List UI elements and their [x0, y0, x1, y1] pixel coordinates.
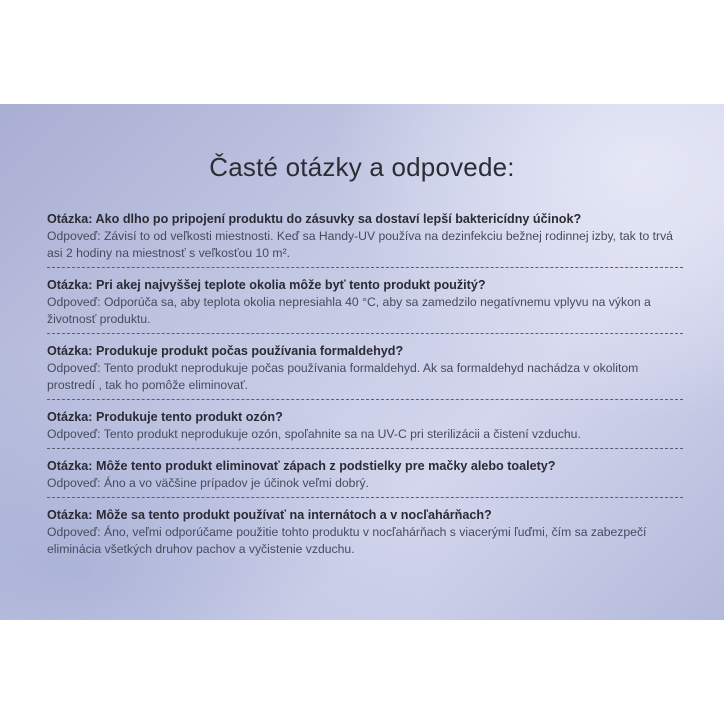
faq-item	[47, 276, 683, 334]
faq-list	[47, 210, 683, 571]
faq-item	[47, 506, 683, 563]
faq-item	[47, 342, 683, 400]
faq-question: Otázka: Môže sa tento produkt používať na internátoch a v nocľahárňach?	[47, 508, 492, 522]
faq-question: Otázka: Môže tento produkt eliminovať zápach z podstielky pre mačky alebo toalety?	[47, 459, 556, 473]
faq-item	[47, 457, 683, 498]
faq-panel	[0, 104, 724, 620]
faq-answer: Odpoveď: Odporúča sa, aby teplota okolia nepresiahla 40 °C, aby sa zamedzilo negatívnemu vplyvu na výkon a životnosť produktu.	[47, 295, 651, 326]
faq-item	[47, 210, 683, 268]
faq-answer: Odpoveď: Závisí to od veľkosti miestnosti. Keď sa Handy-UV používa na dezinfekciu bežnej rodinnej izby, tak to trvá asi 2 hodiny na miestnosť s veľkosťou 10 m².	[47, 229, 673, 260]
faq-question: Otázka: Produkuje tento produkt ozón?	[47, 410, 283, 424]
faq-answer: Odpoveď: Tento produkt neprodukuje ozón, spoľahnite sa na UV-C pri sterilizácii a čistení vzduchu.	[47, 427, 581, 441]
faq-answer: Odpoveď: Tento produkt neprodukuje počas používania formaldehyd. Ak sa formaldehyd nachádza v okolitom prostredí , tak ho pomôže eliminovať.	[47, 361, 639, 392]
faq-question: Otázka: Produkuje produkt počas používania formaldehyd?	[47, 344, 404, 358]
faq-question: Otázka: Ako dlho po pripojení produktu do zásuvky sa dostaví lepší baktericídny účinok?	[47, 212, 582, 226]
faq-answer: Odpoveď: Áno, veľmi odporúčame použitie tohto produktu v nocľahárňach s viacerými ľuďmi, čím sa zabezpečí eliminácia všetkých druhov pachov a vyčistenie vzduchu.	[47, 525, 647, 556]
faq-answer: Odpoveď: Áno a vo väčšine prípadov je účinok veľmi dobrý.	[47, 476, 369, 490]
faq-question: Otázka: Pri akej najvyššej teplote okolia môže byť tento produkt použitý?	[47, 278, 486, 292]
faq-item	[47, 408, 683, 449]
page-title: Časté otázky a odpovede:	[209, 152, 515, 182]
